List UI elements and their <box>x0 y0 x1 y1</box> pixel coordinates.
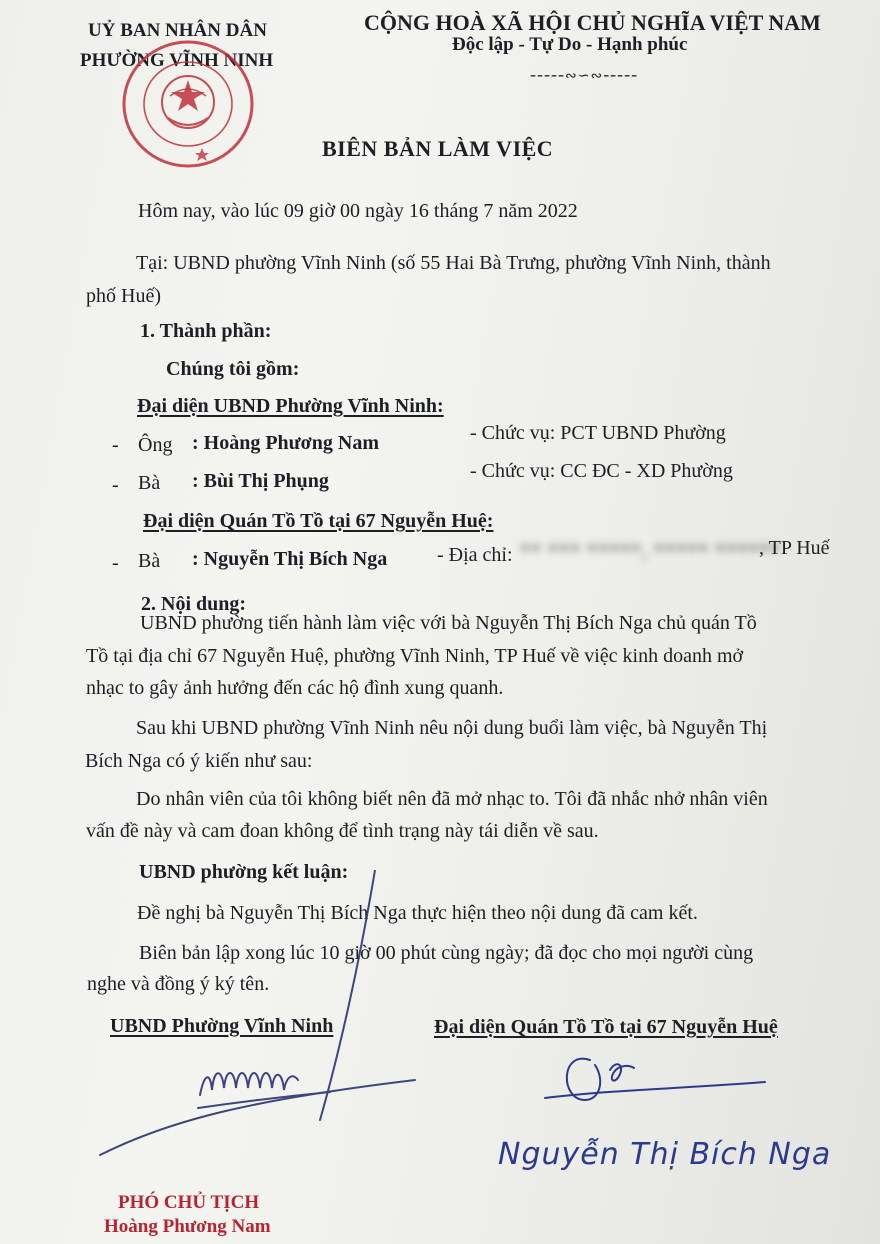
divider-left: ----- <box>530 64 565 84</box>
left-signature-title: UBND Phường Vĩnh Ninh <box>110 1015 334 1037</box>
section1-sub: Chúng tôi gồm: <box>166 358 300 380</box>
agency-line-2: PHƯỜNG VĨNH NINH <box>80 50 274 71</box>
content-line: Tồ tại địa chỉ 67 Nguyễn Huệ, phường Vĩnh Ninh, TP Huế về việc kinh doanh mở <box>86 645 744 667</box>
closing-line: Biên bản lập xong lúc 10 giờ 00 phút cùng ngày; đã đọc cho mọi người cùng <box>139 942 754 964</box>
content-line: UBND phường tiến hành làm việc với bà Nguyễn Thị Bích Nga chủ quán Tồ <box>140 612 757 634</box>
agency-line-1: UỶ BAN NHÂN DÂN <box>88 20 267 41</box>
member-dash: - <box>112 474 119 496</box>
content-line: Bích Nga có ý kiến như sau: <box>85 750 313 772</box>
member-honorific: Ông <box>138 434 173 456</box>
divider-right: ----- <box>603 64 639 84</box>
member-dash: - <box>112 434 119 456</box>
member-honorific: Bà <box>138 472 161 494</box>
place-line-1: Tại: UBND phường Vĩnh Ninh (số 55 Hai Bà Trưng, phường Vĩnh Ninh, thành <box>136 252 771 274</box>
member-name: : Bùi Thị Phụng <box>192 470 329 492</box>
content-line: Do nhân viên của tôi không biết nên đã mở nhạc to. Tôi đã nhắc nhở nhân viên <box>136 788 768 810</box>
content-line: nhạc to gây ảnh hưởng đến các hộ đình xung quanh. <box>86 677 504 699</box>
closing-line: nghe và đồng ý ký tên. <box>87 973 270 995</box>
group2-title: Đại diện Quán Tồ Tồ tại 67 Nguyễn Huệ: <box>143 510 494 532</box>
left-signature <box>90 870 420 1170</box>
owner-honorific: Bà <box>138 550 161 572</box>
content-line: vấn đề này và cam đoan không để tình trạng này tái diễn về sau. <box>86 820 599 842</box>
place-line-2: phố Huế) <box>86 285 161 307</box>
owner-name: : Nguyễn Thị Bích Nga <box>192 548 388 570</box>
owner-address-redacted: ** *** *****, ***** ****** <box>520 540 781 562</box>
group1-title: Đại diện UBND Phường Vĩnh Ninh: <box>137 395 444 417</box>
country-line-1: CỘNG HOÀ XÃ HỘI CHỦ NGHĨA VIỆT NAM <box>364 10 821 35</box>
member-role: - Chức vụ: CC ĐC - XD Phường <box>470 460 733 482</box>
date-line: Hôm nay, vào lúc 09 giờ 00 ngày 16 tháng 7 năm 2022 <box>138 200 578 222</box>
conclusion-heading: UBND phường kết luận: <box>139 861 349 883</box>
official-seal <box>118 36 258 172</box>
document-title: BIÊN BẢN LÀM VIỆC <box>322 136 554 161</box>
left-position: PHÓ CHỦ TỊCH <box>118 1192 260 1213</box>
section2-heading: 2. Nội dung: <box>141 593 247 615</box>
content-line: Sau khi UBND phường Vĩnh Ninh nêu nội dung buổi làm việc, bà Nguyễn Thị <box>136 717 768 739</box>
right-signature-title: Đại diện Quán Tồ Tồ tại 67 Nguyễn Huệ <box>434 1016 778 1038</box>
owner-address-city: , TP Huế <box>759 537 830 559</box>
conclusion-text: Đề nghị bà Nguyễn Thị Bích Nga thực hiện theo nội dung đã cam kết. <box>137 902 698 924</box>
divider-ornament: ∾∽∾ <box>564 69 604 84</box>
left-signer-name: Hoàng Phương Nam <box>104 1216 271 1237</box>
header-divider <box>530 64 638 85</box>
member-role: - Chức vụ: PCT UBND Phường <box>470 422 726 444</box>
section1-heading: 1. Thành phần: <box>140 320 272 342</box>
right-signature <box>540 1040 770 1120</box>
right-handwritten-name: Nguyễn Thị Bích Nga <box>498 1137 832 1172</box>
country-line-2: Độc lập - Tự Do - Hạnh phúc <box>452 34 688 55</box>
member-name: : Hoàng Phương Nam <box>192 432 379 454</box>
owner-dash: - <box>112 552 119 574</box>
owner-address-label: - Địa chỉ: <box>437 544 513 566</box>
